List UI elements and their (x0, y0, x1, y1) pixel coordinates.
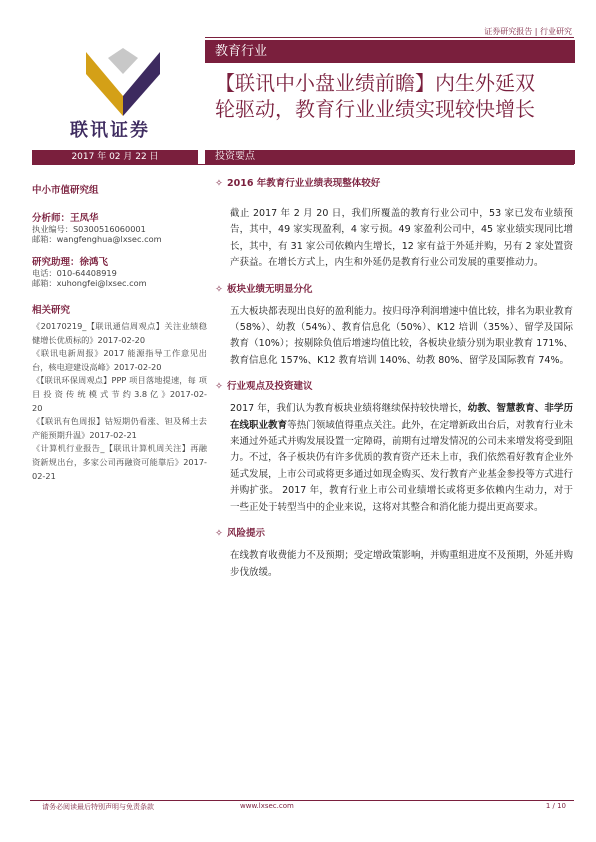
research-group: 中小市值研究组 (32, 185, 99, 196)
main-content (215, 176, 585, 581)
assistant-name: 研究助理：徐鸿飞 (32, 257, 109, 268)
footer-divider (30, 800, 574, 801)
related-item[interactable]: 《【联讯环保周观点】PPP 项目落地提速，每 项 目 投 资 传 统 模 式 节 约 3.8 亿 》2017-02-20 (32, 375, 207, 413)
left-sidebar (32, 178, 207, 483)
diamond-bullet-icon: ✧ (215, 178, 223, 189)
report-type-tag: 证券研究报告 | 行业研究 (484, 27, 572, 36)
related-item[interactable]: 《联讯电新周报》2017 能源指导工作意见出台，核电迎建设高峰》2017-02-20 (32, 348, 207, 372)
related-item[interactable]: 《20170219_【联讯通信周观点】关注业绩稳健增长优质标的》2017-02-20 (32, 321, 207, 345)
report-title (215, 70, 585, 122)
section-divider (32, 164, 574, 165)
assistant-phone: 电话：010-64408919 (32, 268, 117, 278)
page-number: 1 / 10 (545, 802, 566, 810)
related-item[interactable]: 《【联讯有色周报】钴短期仍看涨、钽及稀土去产能预期升温》2017-02-21 (32, 416, 207, 440)
section-heading: ✧ 风险提示 (215, 526, 585, 542)
analyst-email: 邮箱：wangfenghua@lxsec.com (32, 234, 162, 244)
section-paragraph: 截止 2017 年 2 月 20 日，我们所覆盖的教育行业公司中，53 家已发布业绩预告，其中，49 家实现盈利，4 家亏损。49 家盈利公司中，45 家业绩实现同比增长，其中，有 31 家公司依赖内生增长，12 家有益于外延并购，另有 2 家处置资产获益。在增长方式上，内生和外延仍是教育行业公司发展的重要推动力。 (230, 208, 573, 269)
related-item[interactable]: 《计算机行业报告_【联讯计算机周关注】再融资新规出台，多家公司再融资可能靠后》2017-02-21 (32, 443, 207, 481)
key-points-bar: 投资要点 (205, 150, 575, 164)
diamond-bullet-icon: ✧ (215, 381, 223, 393)
company-logo-text: 联讯证券 (70, 120, 150, 141)
section-heading: ✧ 行业观点及投资建议 (215, 379, 585, 395)
analyst-cert: 执业编号：S0300516060001 (32, 224, 146, 234)
diamond-bullet-icon: ✧ (215, 528, 223, 540)
assistant-email: 邮箱：xuhongfei@lxsec.com (32, 278, 147, 288)
section-heading: ✧ 板块业绩无明显分化 (215, 282, 585, 298)
section-heading: ✧ 2016 年教育行业业绩表现整体较好 (215, 176, 585, 192)
analyst-name: 分析师：王凤华 (32, 213, 99, 224)
highlighted-fields: 幼教、智慧教育、非学历在线职业教育 (230, 403, 573, 431)
header-divider (205, 37, 574, 38)
section-paragraph: 在线教育收费能力不及预期；受定增政策影响，并购重组进度不及预期，外延并购步伐放缓。 (230, 550, 573, 578)
website-link[interactable]: www.lxsec.com (240, 802, 294, 810)
diamond-bullet-icon: ✧ (215, 283, 223, 295)
related-research-heading: 相关研究 (32, 305, 71, 316)
section-paragraph: 五大板块都表现出良好的盈利能力。按归母净利润增速中值比较，排名为职业教育（58%）、幼教（54%）、教育信息化（50%）、K12 培训（35%）、留学及国际教育（10%）；按剔除负值后增速均值比较，各板块业绩分别为职业教育 171%、教育信息化 157%、K12 教育培训 140%、幼教 80%、留学及国际教育 74%。 (230, 305, 573, 366)
title-line-2: 轮驱动，教育行业业绩实现较快增长 (215, 97, 535, 121)
report-date: 2017 年 02 月 22 日 (32, 150, 198, 164)
title-line-1: 【联讯中小盘业绩前瞻】内生外延双 (215, 71, 535, 95)
disclaimer-link[interactable]: 请务必阅读最后特别声明与免责条款 (42, 803, 154, 811)
industry-category-bar: 教育行业 (205, 40, 575, 63)
section-paragraph: 2017 年，我们认为教育板块业绩将继续保持较快增长，幼教、智慧教育、非学历在线职业教育等热门领域值得重点关注。此外，在定增新政出台后，对教育行业未来通过外延式并购发展设置一定障碍，前期有过增发情况的公司未来增发将受到阻力。不过，各子板块仍有许多优质的教育资产还未上市，我们依然看好教育企业外延式发展，上市公司或将更多通过如现金购买、发行教育产业基金参投等方式进行并购扩张。 2017 年，教育行业上市公司业绩增长或将更多依赖内生动力，对于一些正处于转型当中的企业来说，这将对其整合和消化能力提出更高要求。 (230, 403, 573, 513)
